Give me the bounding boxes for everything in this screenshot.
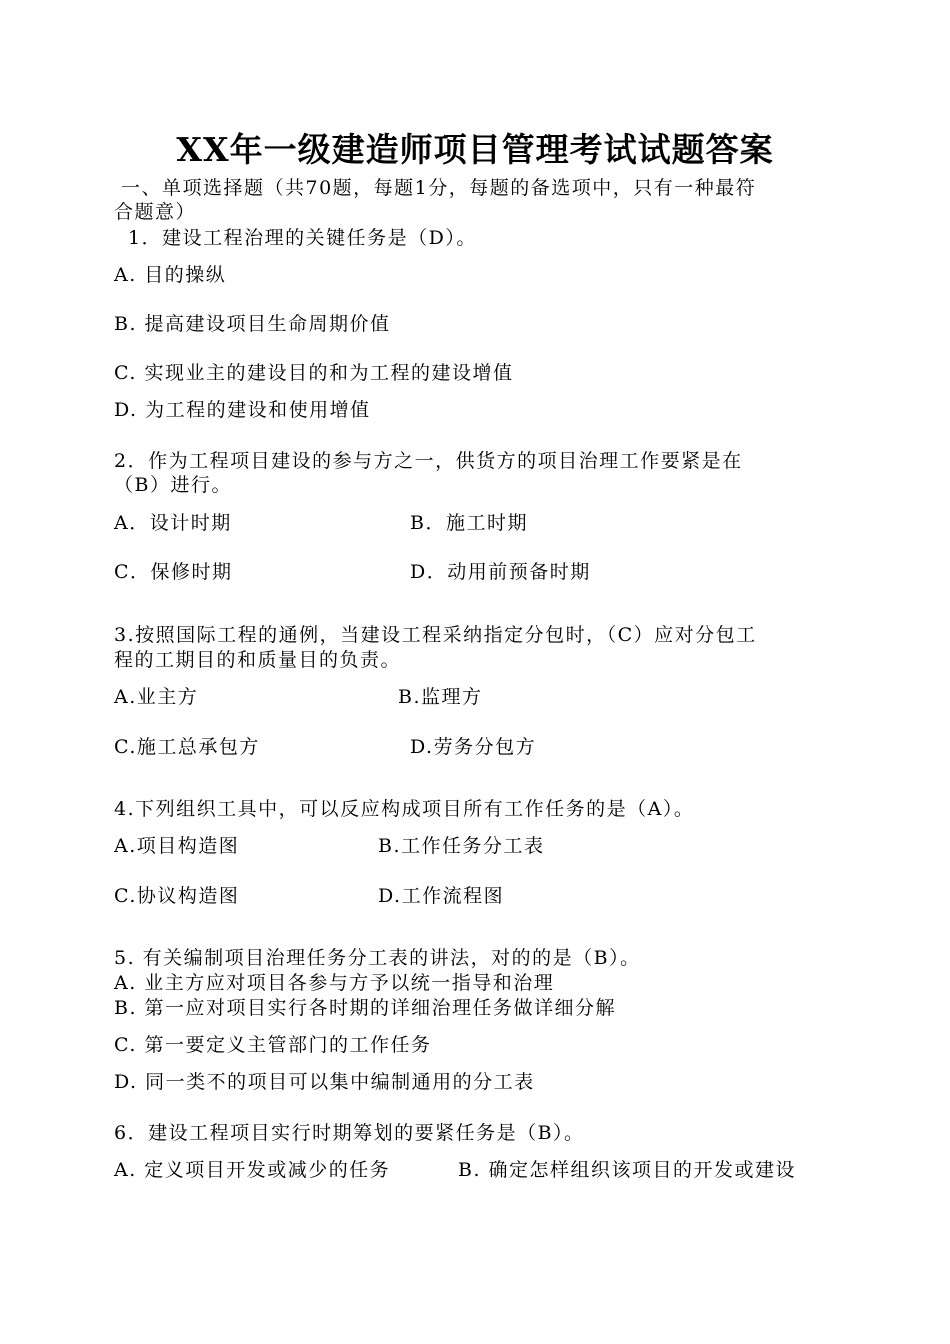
section-heading-line: 合题意）: [114, 201, 197, 223]
option-b: B. 第一应对项目实行各时期的详细治理任务做详细分解: [114, 997, 617, 1019]
page-title: XX年一级建造师项目管理考试试题答案: [176, 130, 774, 169]
option-d: D．动用前预备时期: [410, 561, 591, 583]
option-b: B.工作任务分工表: [378, 835, 545, 857]
option-b: B. 确定怎样组织该项目的开发或建设: [458, 1159, 797, 1181]
option-a: A. 业主方应对项目各参与方予以统一指导和治理: [114, 972, 555, 994]
option-b: B. 提高建设项目生命周期价值: [114, 313, 391, 335]
question-stem: 2．作为工程项目建设的参与方之一，供货方的项目治理工作要紧是在: [114, 450, 743, 472]
option-d: D.劳务分包方: [410, 736, 537, 758]
question-stem: 3.按照国际工程的通例，当建设工程采纳指定分包时，（C）应对分包工: [114, 624, 757, 646]
option-c: C．保修时期: [114, 561, 233, 583]
question-stem: （B）进行。: [114, 474, 232, 496]
option-d: D. 同一类不的项目可以集中编制通用的分工表: [114, 1071, 535, 1093]
question-stem: 4.下列组织工具中，可以反应构成项目所有工作任务的是（A）。: [114, 798, 695, 820]
option-d: D.工作流程图: [378, 885, 505, 907]
option-c: C.施工总承包方: [114, 736, 260, 758]
section-heading-line: 一、单项选择题（共70题，每题1分，每题的备选项中，只有一种最符: [121, 177, 757, 199]
option-a: A．设计时期: [114, 512, 232, 534]
option-c: C.协议构造图: [114, 885, 240, 907]
question-stem: 6．建设工程项目实行时期筹划的要紧任务是（B）。: [114, 1122, 585, 1144]
option-a: A. 目的操纵: [114, 264, 227, 286]
option-a: A. 定义项目开发或减少的任务: [114, 1159, 391, 1181]
option-b: B．施工时期: [410, 512, 528, 534]
option-a: A.业主方: [114, 686, 199, 708]
option-b: B.监理方: [398, 686, 483, 708]
option-a: A.项目构造图: [114, 835, 240, 857]
question-stem: 1．建设工程治理的关键任务是（D）。: [128, 227, 477, 249]
option-c: C. 第一要定义主管部门的工作任务: [114, 1034, 432, 1056]
option-c: C. 实现业主的建设目的和为工程的建设增值: [114, 362, 514, 384]
question-stem: 程的工期目的和质量目的负责。: [114, 649, 402, 671]
option-d: D. 为工程的建设和使用增值: [114, 399, 371, 421]
question-stem: 5. 有关编制项目治理任务分工表的讲法，对的的是（B）。: [114, 947, 641, 969]
